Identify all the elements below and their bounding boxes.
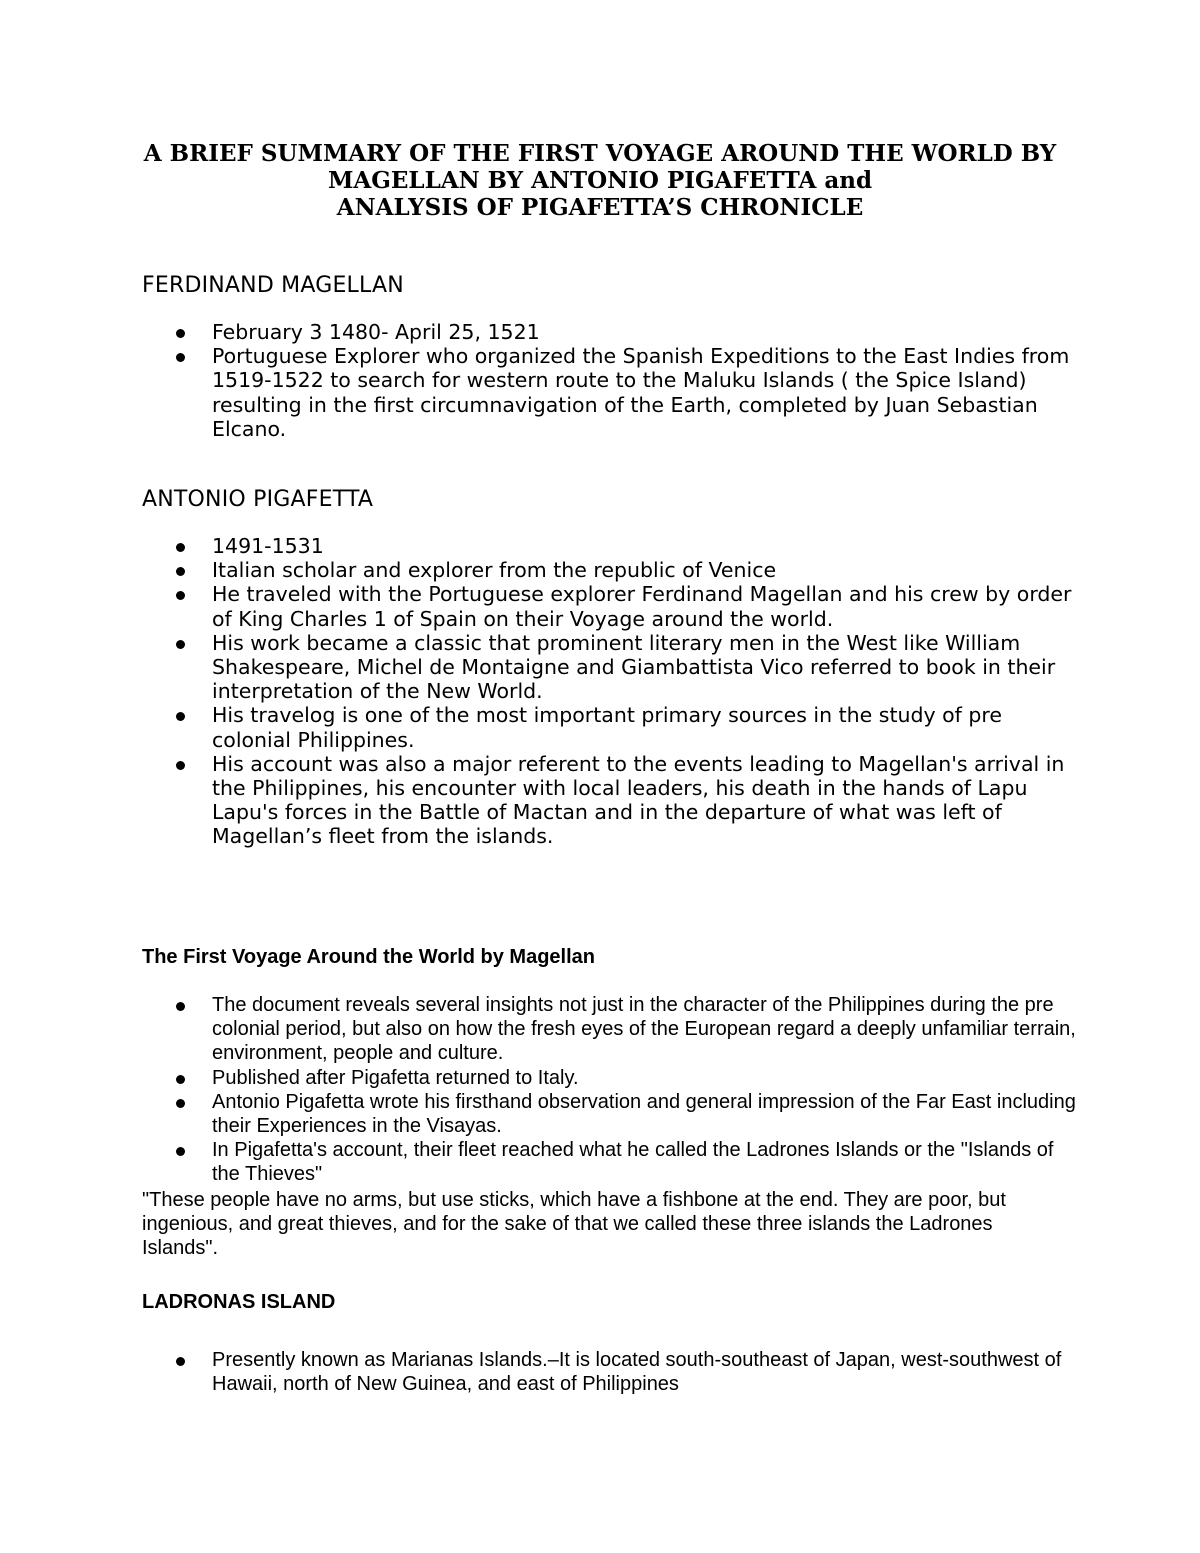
title-line-2: MAGELLAN BY ANTONIO PIGAFETTA and [327, 167, 873, 194]
list-item-text: Presently known as Marianas Islands.–It is located south-southeast of Japan, west-southwest of Hawaii, north of New Guinea, and east of Philippines [212, 1349, 1062, 1396]
list-item [212, 703, 1072, 751]
bullet-icon [176, 1002, 185, 1011]
list-item-text: Published after Pigafetta returned to Italy. [212, 1066, 579, 1089]
bullet-icon [176, 1147, 185, 1156]
bullet-icon [176, 761, 185, 770]
list-item-text: He traveled with the Portuguese explorer Ferdinand Magellan and his crew by order of King Charles 1 of Spain on their Voyage around the world. [212, 582, 1072, 631]
bullet-icon [176, 712, 185, 721]
list-item [212, 1348, 1082, 1396]
bullet-icon [176, 543, 185, 552]
list-item-text: February 3 1480- April 25, 1521 [212, 320, 540, 344]
list-item-text: Antonio Pigafetta wrote his firsthand observation and general impression of the Far East including their Experiences in the Visayas. [212, 1090, 1076, 1138]
list-item [212, 1066, 1082, 1090]
list-item [212, 558, 1072, 582]
list-item-text: His account was also a major referent to the events leading to Magellan's arrival in the Philippines, his encounter with local leaders, his death in the hands of Lapu Lapu's forces in the Battle of Mactan and in the departure of what was left of Magellan’s fleet from the islands. [212, 751, 1065, 849]
magellan-list [212, 320, 1072, 441]
list-item-text: 1491-1531 [212, 534, 324, 558]
bullet-icon [176, 567, 185, 576]
bullet-icon [176, 353, 185, 362]
list-item-text: In Pigafetta's account, their fleet reached what he called the Ladrones Islands or the "Islands of the Thieves" [212, 1139, 1054, 1186]
list-item [212, 320, 1072, 344]
bullet-icon [176, 1075, 185, 1084]
voyage-list [212, 993, 1082, 1187]
bullet-icon [176, 591, 185, 600]
list-item [212, 344, 1072, 441]
pigafetta-list [212, 534, 1072, 849]
title-line-1: A BRIEF SUMMARY OF THE FIRST VOYAGE AROUND THE WORLD BY [143, 140, 1057, 167]
document-title [100, 140, 1100, 221]
list-item-text: His work became a classic that prominent literary men in the West like William Shakespeare, Michel de Montaigne and Giambattista Vico referred to book in their interpretation of the New World. [212, 630, 1056, 704]
list-item [212, 534, 1072, 558]
list-item [212, 631, 1072, 704]
voyage-heading: The First Voyage Around the World by Magellan [142, 946, 596, 968]
list-item [212, 1138, 1082, 1186]
list-item-text: His travelog is one of the most important primary sources in the study of pre colonial Philippines. [212, 703, 1003, 752]
list-item-text: The document reveals several insights not just in the character of the Philippines during the pre colonial period, but also on how the fresh eyes of the European regard a deeply unfamiliar terrain, environment, people and culture. [212, 994, 1076, 1065]
bullet-icon [176, 1099, 185, 1108]
list-item [212, 752, 1072, 849]
bullet-icon [176, 329, 185, 338]
ladronas-list [212, 1348, 1082, 1396]
list-item [212, 582, 1072, 630]
list-item [212, 1090, 1082, 1138]
ladronas-heading: LADRONAS ISLAND [142, 1291, 336, 1313]
pigafetta-quote: "These people have no arms, but use sticks, which have a fishbone at the end. They are poor, but ingenious, and great thieves, and for the sake of that we called these three islands the Ladrones Islands". [142, 1189, 1006, 1260]
title-line-3: ANALYSIS OF PIGAFETTA’S CHRONICLE [336, 194, 864, 221]
pigafetta-heading: ANTONIO PIGAFETTA [142, 487, 374, 512]
list-item-text: Italian scholar and explorer from the republic of Venice [212, 558, 777, 583]
bullet-icon [176, 1357, 185, 1366]
bullet-icon [176, 640, 185, 649]
list-item-text: Portuguese Explorer who organized the Spanish Expeditions to the East Indies from 1519-1522 to search for western route to the Maluku Islands ( the Spice Island) resulting in the first circumnavigation of the Earth, completed by Juan Sebastian Elcano. [212, 344, 1070, 441]
magellan-heading: FERDINAND MAGELLAN [142, 273, 404, 298]
list-item [212, 993, 1082, 1066]
